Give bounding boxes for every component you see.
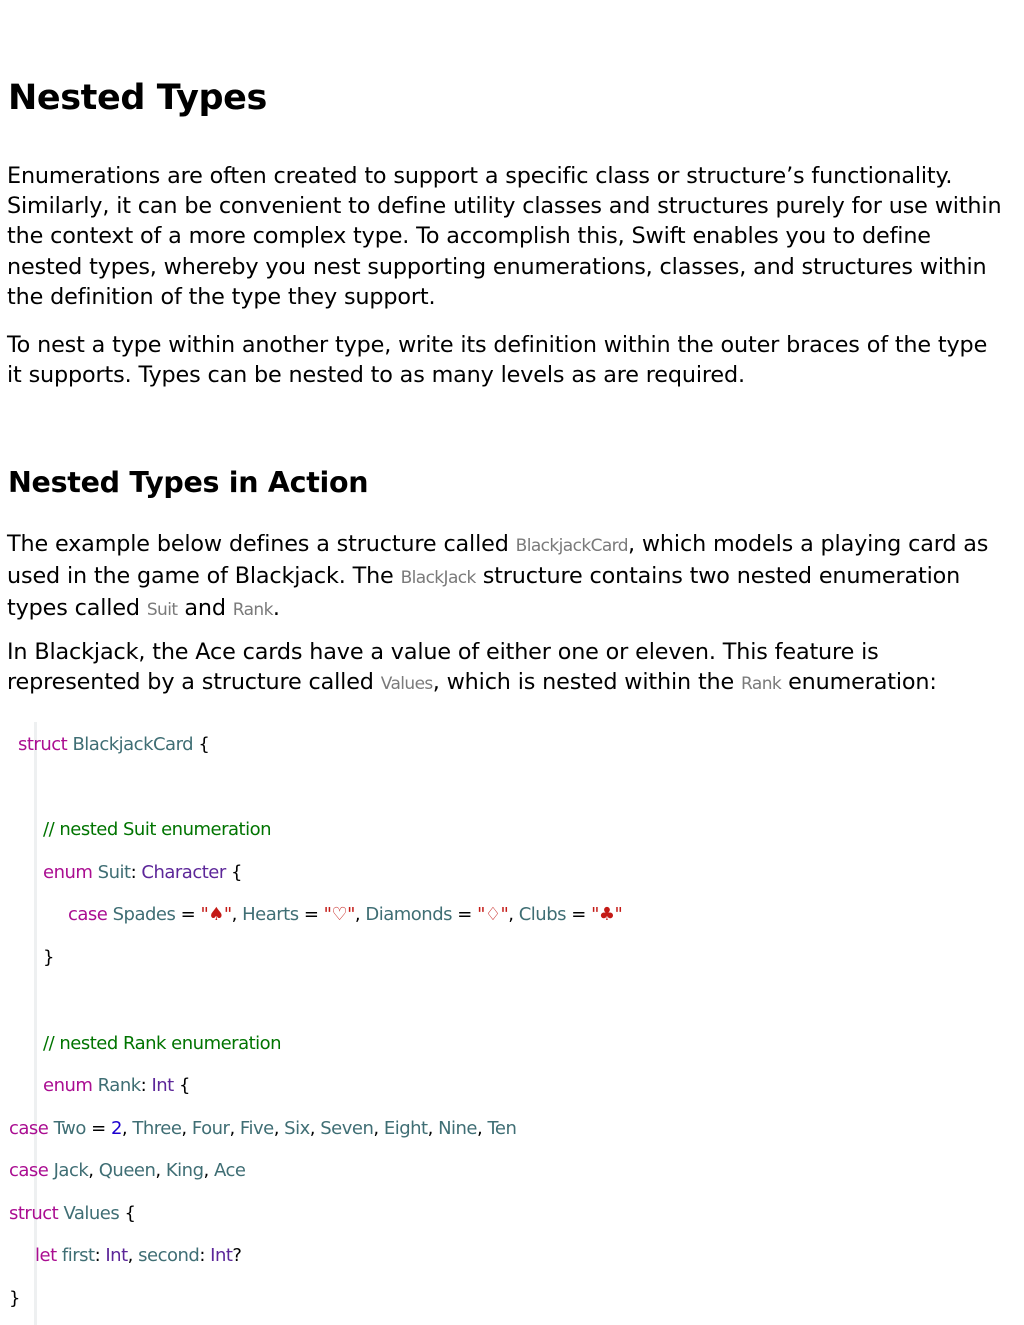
code-punct: ,: [309, 1118, 315, 1139]
code-identifier: Jack: [53, 1160, 89, 1181]
code-identifier: Diamonds: [365, 904, 452, 925]
code-keyword: struct: [18, 734, 68, 755]
code-identifier: Clubs: [518, 904, 567, 925]
code-line: [43, 862, 242, 884]
page-title: Nested Types: [8, 78, 267, 118]
code-type: Character: [141, 862, 226, 883]
code-keyword: case: [68, 904, 108, 925]
code-punct: ,: [229, 1118, 235, 1139]
code-punct: ,: [508, 904, 514, 925]
inline-code: BlackJack: [400, 568, 476, 589]
code-punct: ,: [127, 1245, 133, 1266]
inline-code: BlackjackCard: [515, 536, 628, 556]
code-string: "♠": [200, 904, 232, 925]
code-identifier: Eight: [383, 1118, 428, 1139]
code-punct: {: [231, 862, 242, 883]
code-punct: ,: [155, 1160, 161, 1181]
code-type: Rank: [97, 1075, 141, 1096]
text-line: In Blackjack, the Ace cards have a value of either one or eleven. This feature is: [7, 639, 879, 665]
code-punct: =: [303, 904, 319, 925]
code-keyword: case: [9, 1118, 49, 1139]
code-number: 2: [110, 1118, 122, 1139]
inline-code: Values: [380, 674, 433, 695]
code-punct: :: [130, 862, 137, 883]
inline-code: Rank: [232, 600, 273, 621]
code-punct: ,: [373, 1118, 379, 1139]
code-punct: ,: [273, 1118, 279, 1139]
code-punct: =: [180, 904, 196, 925]
text-line: To nest a type within another type, write its definition within the outer braces of the type: [7, 332, 988, 358]
code-line: [68, 904, 622, 926]
code-keyword: let: [35, 1245, 57, 1266]
code-punct: ,: [121, 1118, 128, 1139]
code-identifier: Three: [132, 1118, 182, 1139]
code-punct: }: [9, 1288, 20, 1309]
code-line: [43, 1075, 190, 1097]
code-identifier: Hearts: [242, 904, 299, 925]
code-identifier: second: [138, 1245, 200, 1266]
code-punct: =: [571, 904, 586, 925]
text-run: .: [272, 595, 280, 622]
code-keyword: struct: [9, 1203, 59, 1224]
code-punct: ,: [203, 1160, 209, 1181]
text-run: used in the game of Blackjack. The: [7, 563, 401, 590]
code-identifier: King: [165, 1160, 204, 1181]
code-type: Int: [210, 1245, 233, 1266]
code-comment: // nested Suit enumeration: [43, 819, 272, 840]
text-line: Similarly, it can be convenient to define utility classes and structures purely for use within: [7, 193, 1002, 220]
code-line: [9, 1203, 135, 1225]
code-punct: {: [198, 734, 210, 755]
text-run: The example below defines a structure called: [7, 531, 516, 557]
code-keyword: case: [9, 1160, 49, 1181]
code-type: Int: [105, 1245, 128, 1266]
code-identifier: Queen: [98, 1160, 156, 1181]
code-line: [9, 1118, 516, 1140]
code-punct: :: [199, 1245, 205, 1266]
code-identifier: Five: [239, 1118, 274, 1139]
code-identifier: Nine: [438, 1118, 478, 1139]
code-string: "♣": [591, 904, 623, 925]
code-punct: {: [124, 1203, 136, 1224]
code-identifier: Two: [53, 1118, 86, 1139]
text-line: Enumerations are often created to support a specific class or structure’s functionality.: [7, 163, 953, 189]
code-punct: ,: [88, 1160, 94, 1181]
code-line: [9, 1160, 245, 1182]
code-string: "♡": [323, 904, 355, 925]
code-punct: ,: [427, 1118, 433, 1139]
code-identifier: Four: [191, 1118, 230, 1139]
code-keyword: enum: [43, 1075, 93, 1096]
text-run: enumeration:: [781, 669, 937, 696]
code-identifier: first: [61, 1245, 95, 1266]
text-line: nested types, whereby you nest supporting enumerations, classes, and structures within: [7, 253, 987, 280]
section-heading: Nested Types in Action: [8, 466, 369, 499]
code-punct: ,: [231, 904, 237, 925]
code-punct: :: [94, 1245, 101, 1266]
code-string: "♢": [477, 904, 509, 925]
code-punct: =: [91, 1118, 106, 1139]
code-punct: =: [457, 904, 472, 925]
code-punct: ?: [232, 1245, 242, 1266]
code-punct: }: [43, 947, 54, 968]
code-line: [35, 1245, 241, 1267]
text-line: the context of a more complex type. To accomplish this, Swift enables you to define: [7, 223, 931, 250]
code-type: Values: [63, 1203, 120, 1224]
code-punct: {: [178, 1075, 190, 1096]
code-identifier: Ten: [487, 1118, 517, 1139]
text-run: types called: [7, 595, 147, 622]
code-line: [18, 734, 209, 756]
text-run: represented by a structure called: [7, 669, 381, 696]
text-run: , which models a playing card as: [627, 531, 989, 557]
text-line: the definition of the type they support.: [7, 283, 436, 310]
code-comment: // nested Rank enumeration: [43, 1033, 282, 1054]
code-type: Suit: [97, 862, 131, 883]
code-identifier: Ace: [213, 1160, 246, 1181]
inline-code: Suit: [146, 600, 178, 621]
code-punct: ,: [181, 1118, 187, 1139]
code-keyword: enum: [43, 862, 93, 883]
code-identifier: Seven: [320, 1118, 374, 1139]
code-type: Int: [151, 1075, 174, 1096]
code-punct: ,: [477, 1118, 483, 1139]
text-run: and: [177, 595, 233, 622]
text-run: structure contains two nested enumeration: [475, 563, 961, 590]
text-run: , which is nested within the: [432, 669, 742, 696]
code-identifier: Spades: [112, 904, 176, 925]
text-line: it supports. Types can be nested to as many levels as are required.: [7, 362, 745, 389]
inline-code: Rank: [741, 674, 782, 695]
code-punct: ,: [354, 904, 361, 925]
code-identifier: Six: [284, 1118, 310, 1139]
code-punct: :: [140, 1075, 147, 1096]
code-type: BlackjackCard: [72, 734, 194, 755]
